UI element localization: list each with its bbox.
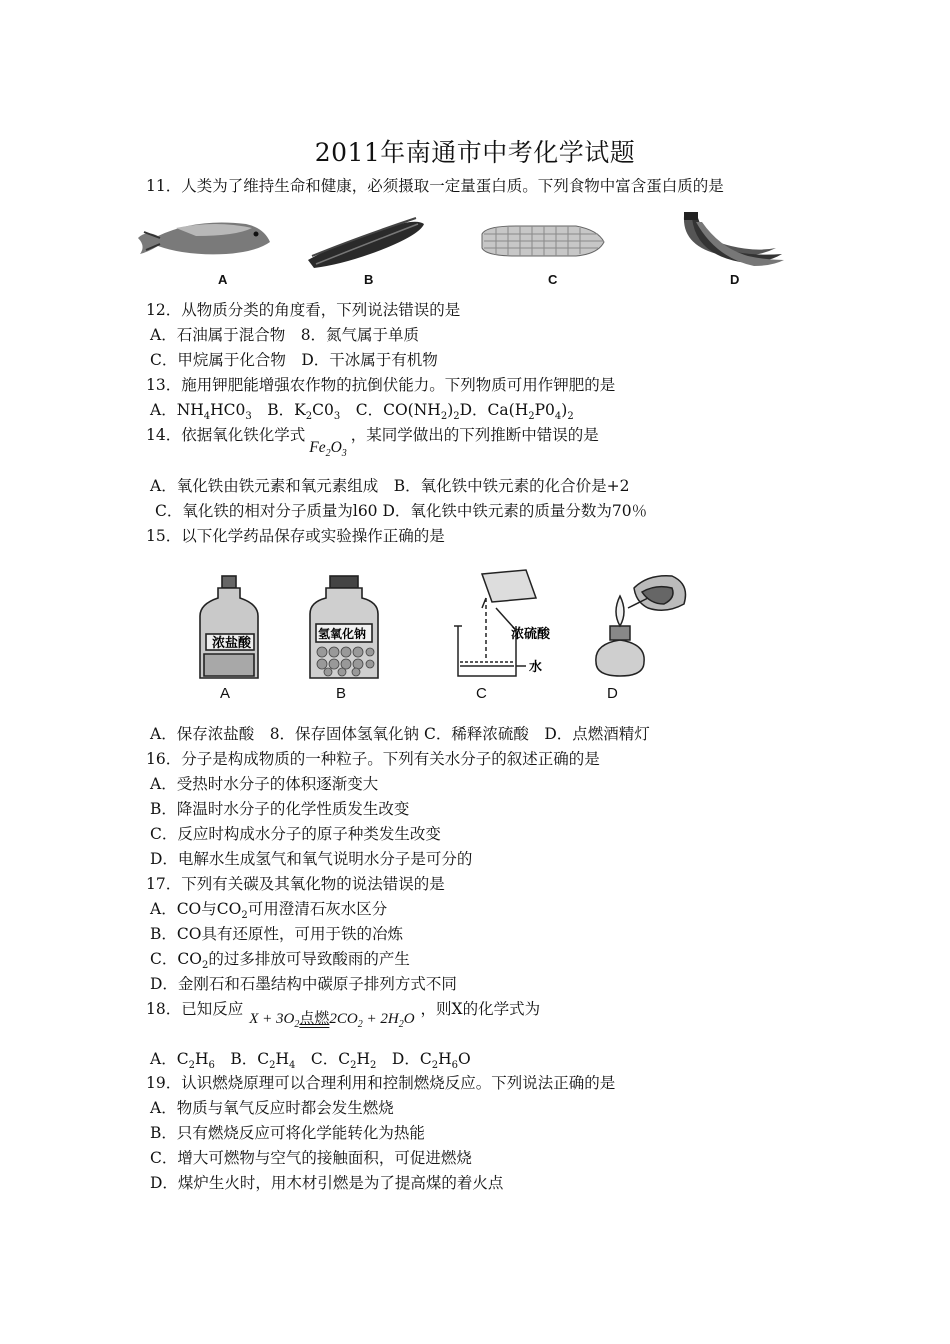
q11-label-a: A xyxy=(218,272,228,287)
q17-option-d: D．金刚石和石墨结构中碳原子排列方式不同 xyxy=(150,975,457,993)
q19-option-a: A．物质与氧气反应时都会发生燃烧 xyxy=(150,1099,394,1117)
q12-stem: 12．从物质分类的角度看，下列说法错误的是 xyxy=(146,301,461,319)
q15-label-b: B xyxy=(336,685,347,702)
q13-option-c: C．$CO(NH_2)_2$ xyxy=(340,401,460,423)
q17-stem: 17．下列有关碳及其氧化物的说法错误的是 xyxy=(146,875,445,893)
bottle-a-label: 浓盐酸 xyxy=(212,636,252,651)
q14-option-line-2: C．氧化铁的相对分子质量为l60 D．氧化铁中铁元素的质量分数为70％ xyxy=(155,502,648,520)
q15-stem: 15．以下化学药品保存或实验操作正确的是 xyxy=(146,527,445,545)
q12-option-line-2: C．甲烷属于化合物 D．干冰属于有机物 xyxy=(150,351,438,369)
q18-option-c: C．$C_2H_2$ xyxy=(295,1050,377,1072)
q13-options xyxy=(150,400,574,427)
beaker-c-label-water: 水 xyxy=(529,660,543,675)
q11-stem: 11．人类为了维持生命和健康，必须摄取一定量蛋白质。下列食物中富含蛋白质的是 xyxy=(146,177,724,195)
sea-cucumber-image xyxy=(308,218,424,268)
q11-label-d: D xyxy=(730,272,740,287)
q17-option-b: B．CO具有还原性，可用于铁的冶炼 xyxy=(150,925,403,943)
q14-stem: 14．依据氧化铁化学式$Fe_2O_3$，某同学做出的下列推断中错误的是 xyxy=(146,426,599,460)
q18-option-d: D．$C_2H_6O$ xyxy=(376,1050,471,1072)
q11-label-c: C xyxy=(548,272,558,287)
q14-option-line-1: A．氧化铁由铁元素和氧元素组成 B．氧化铁中铁元素的化合价是+2 xyxy=(150,477,630,495)
q18-equation: $X + 3O_2$点燃$2CO_2 + 2H_2O$ xyxy=(249,1011,415,1030)
q19-stem: 19．认识燃烧原理可以合理利用和控制燃烧反应。下列说法正确的是 xyxy=(146,1074,616,1092)
banana-image xyxy=(684,212,784,266)
corn-image xyxy=(482,226,604,256)
q13-stem: 13．施用钾肥能增强农作物的抗倒伏能力。下列物质可用作钾肥的是 xyxy=(146,376,616,394)
alcohol-lamp-d-image xyxy=(596,576,686,676)
q13-option-d: D．$Ca(H_2P0_4)_2$ xyxy=(459,401,574,423)
q19-option-d: D．煤炉生火时，用木材引燃是为了提高煤的着火点 xyxy=(150,1174,504,1192)
q11-label-b: B xyxy=(364,272,374,287)
q16-option-d: D．电解水生成氢气和氧气说明水分子是可分的 xyxy=(150,850,473,868)
q18-reaction-condition: 点燃 xyxy=(299,1011,330,1027)
q13-option-b: B．$K_2C0_3$ xyxy=(251,401,341,423)
q16-option-a: A．受热时水分子的体积逐渐变大 xyxy=(150,775,379,793)
beaker-c-image xyxy=(454,570,536,676)
q15-label-c: C xyxy=(476,685,487,702)
q15-options: A．保存浓盐酸 8．保存固体氢氧化钠 C．稀释浓硫酸 D．点燃酒精灯 xyxy=(150,725,650,743)
q13-option-a: A．$NH_4HC0_3$ xyxy=(150,401,252,423)
q12-option-line-1: A．石油属于混合物 8．氮气属于单质 xyxy=(150,326,420,344)
q17-option-a: A．CO与$CO_2$可用澄清石灰水区分 xyxy=(150,900,388,922)
q15-lab-images xyxy=(196,568,696,686)
bottle-b-label: 氢氧化钠 xyxy=(318,627,367,641)
page-title: 2011年南通市中考化学试题 xyxy=(314,138,636,167)
q18-option-b: B．$C_2H_4$ xyxy=(214,1050,296,1072)
q18-stem: 18．已知反应$X + 3O_2$点燃$2CO_2 + 2H_2O$，则X的化学式为 xyxy=(146,1000,541,1030)
q15-label-d: D xyxy=(607,685,618,702)
bottle-a-image xyxy=(200,576,258,678)
q19-option-b: B．只有燃烧反应可将化学能转化为热能 xyxy=(150,1124,425,1142)
q18-option-a: A．$C_2H_6$ xyxy=(150,1050,215,1072)
q17-option-c: C．$CO_2$的过多排放可导致酸雨的产生 xyxy=(150,950,410,972)
q19-option-c: C．增大可燃物与空气的接触面积，可促进燃烧 xyxy=(150,1149,472,1167)
q16-option-c: C．反应时构成水分子的原子种类发生改变 xyxy=(150,825,441,843)
q15-label-a: A xyxy=(220,685,231,702)
fish-image xyxy=(138,223,270,255)
beaker-c-label-acid: 浓硫酸 xyxy=(511,627,551,642)
q16-option-b: B．降温时水分子的化学性质发生改变 xyxy=(150,800,410,818)
q14-formula: $Fe_2O_3$ xyxy=(309,439,347,460)
q16-stem: 16．分子是构成物质的一种粒子。下列有关水分子的叙述正确的是 xyxy=(146,750,600,768)
q11-food-images xyxy=(136,208,796,270)
